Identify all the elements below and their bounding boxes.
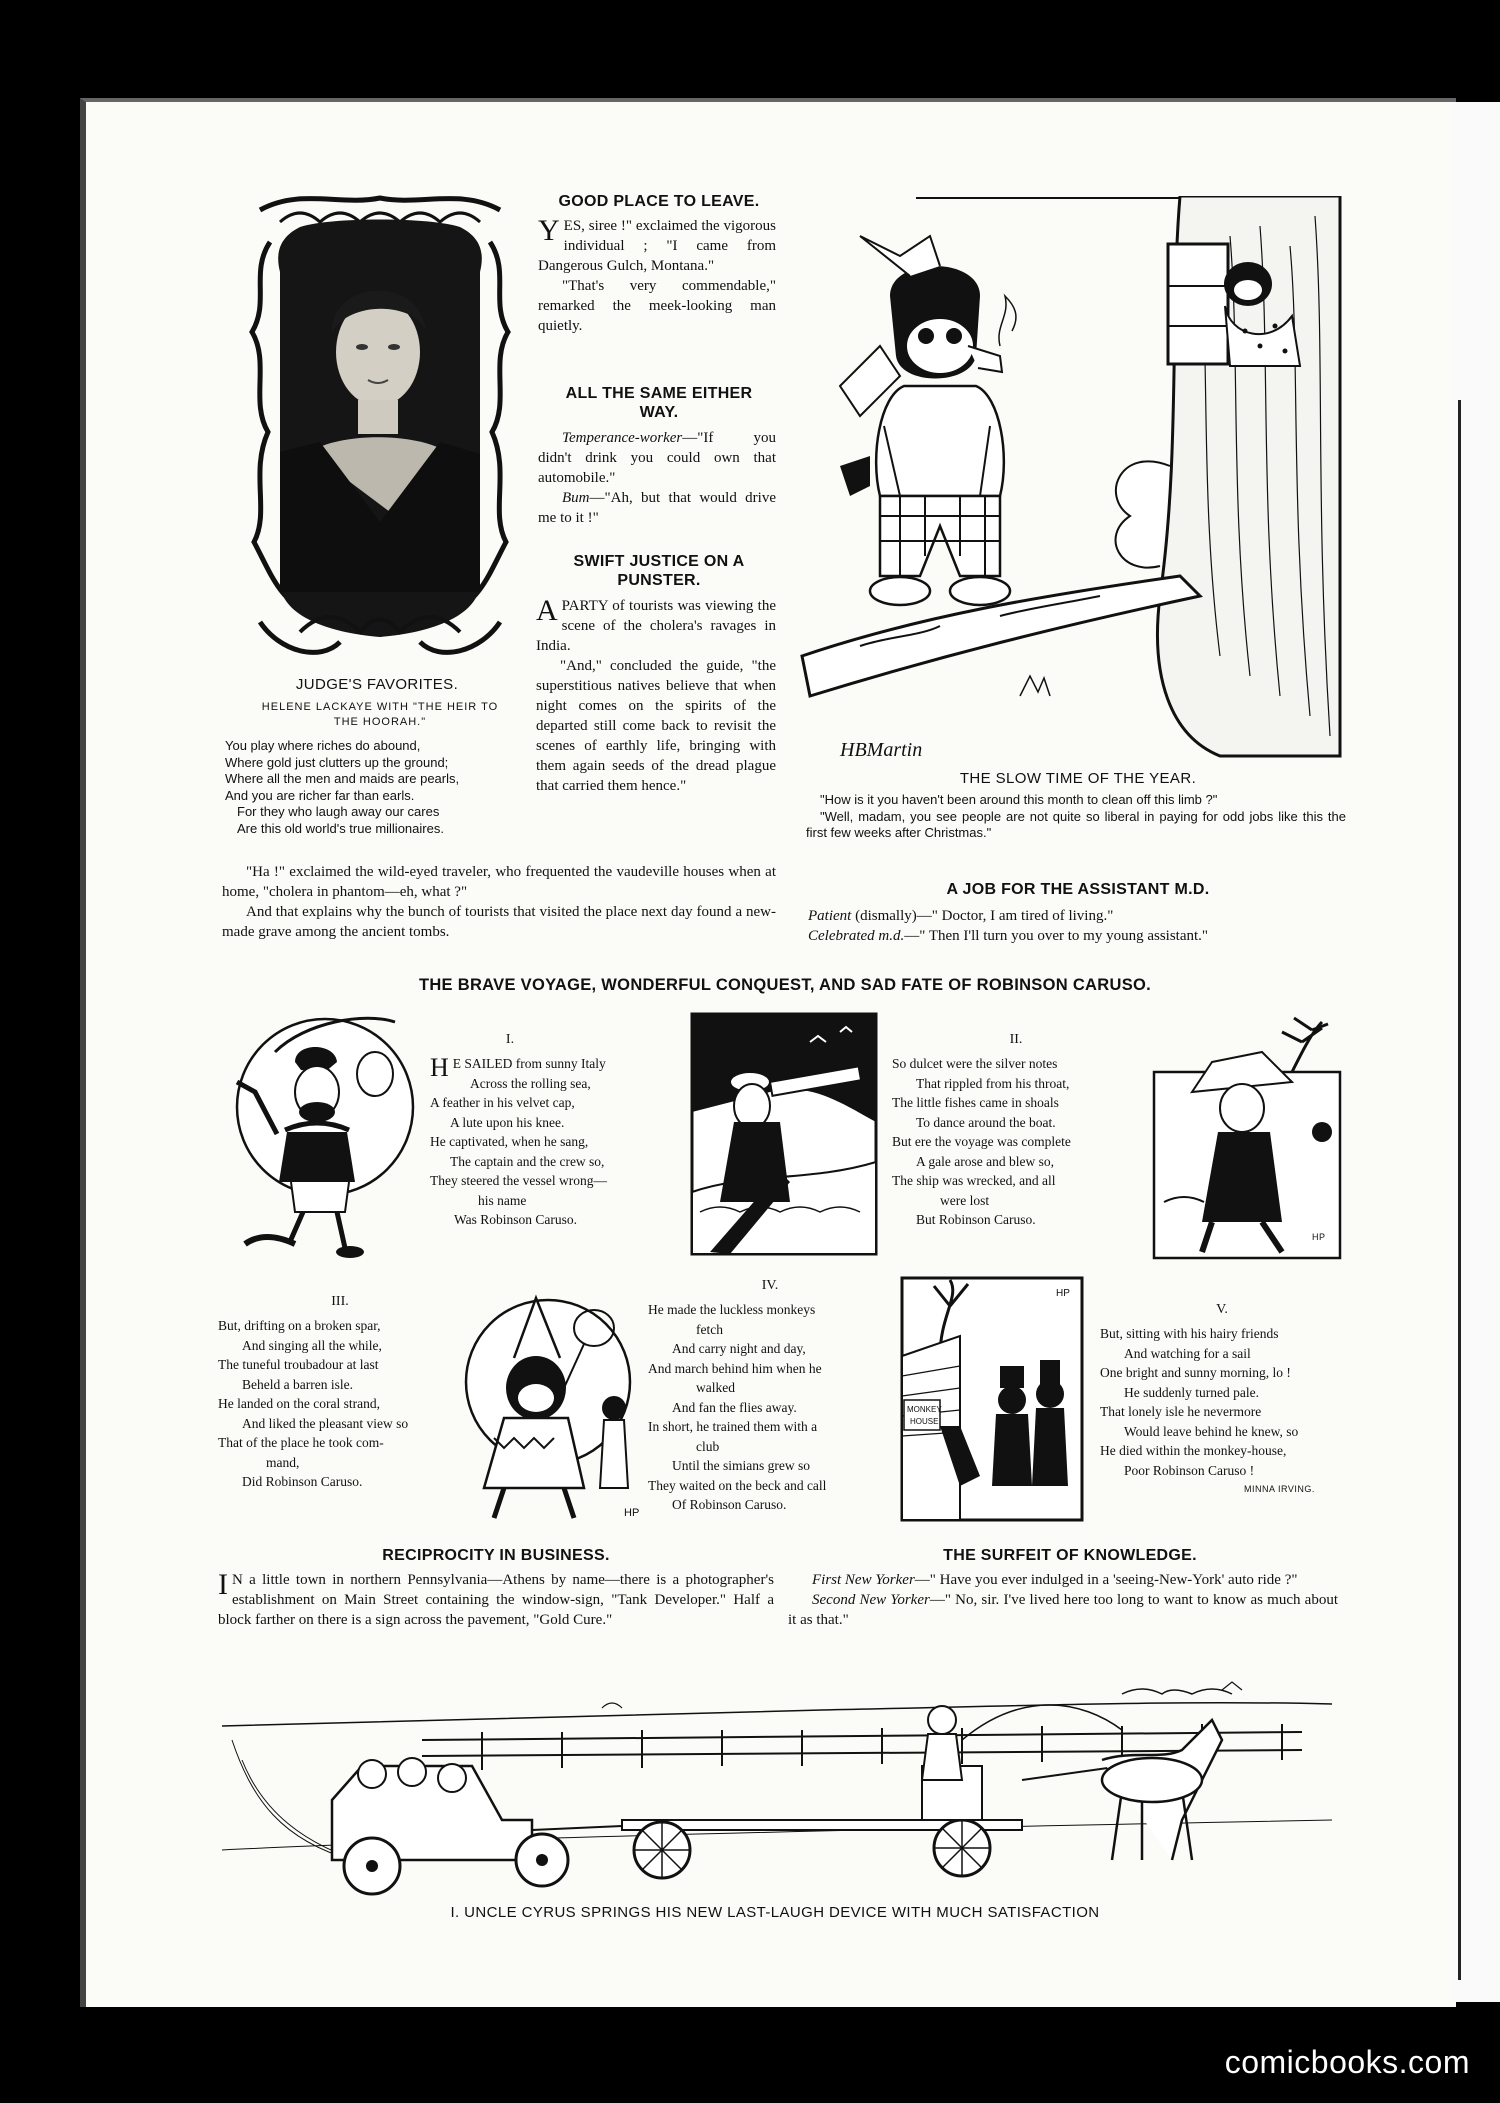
verse-line: Would leave behind he knew, so	[1124, 1423, 1299, 1439]
verse-line: his name	[478, 1192, 527, 1208]
monkey-house-sign: HOUSE	[910, 1417, 939, 1426]
speaker: Celebrated m.d.	[808, 928, 905, 944]
verse-numeral: IV.	[761, 1278, 779, 1293]
dialogue: —" Then I'll turn you over to my young assistant."	[904, 928, 1209, 944]
poem-line: Are this old world's true millionaires.	[237, 820, 444, 836]
verse-line: But ere the voyage was complete	[892, 1134, 1071, 1149]
monkey-house-sign: MONKEY	[907, 1405, 942, 1414]
reciprocity-heading: RECIPROCITY IN BUSINESS.	[382, 1547, 610, 1564]
swift-justice-p4: And that explains why the bunch of tourists that visited the place next day found a new-made grave among the ancient tombs.	[222, 904, 776, 940]
job-assistant-article	[808, 906, 1352, 946]
swift-justice-heading-line-2: PUNSTER.	[617, 572, 701, 589]
good-place-p2: "That's very commendable," remarked the meek-looking man quietly.	[538, 278, 776, 334]
speaker: Temperance-worker	[562, 430, 683, 446]
verse-line: That lonely isle he nevermore	[1100, 1404, 1262, 1419]
caruso-verse-3	[218, 1316, 468, 1492]
verse-line: Of Robinson Caruso.	[672, 1497, 787, 1512]
artist-initials: HP	[1056, 1288, 1070, 1299]
facing-page-rule	[1458, 400, 1461, 1980]
drop-cap: Y	[538, 214, 560, 247]
verse-line: In short, he trained them with a	[648, 1419, 818, 1434]
verse-line: Until the simians grew so	[672, 1458, 810, 1473]
good-place-p1: ES, siree !" exclaimed the vigorous individual ; "I came from Dangerous Gulch, Montana."	[538, 218, 776, 274]
dialogue: —"Ah, but that would drive me to it !"	[538, 490, 776, 526]
verse-numeral: V.	[1216, 1302, 1228, 1317]
verse-line: That of the place he took com-	[218, 1435, 384, 1450]
artist-signature: HBMartin	[840, 739, 923, 761]
verse-line: mand,	[266, 1454, 300, 1470]
same-either-article	[538, 428, 776, 528]
drop-cap: I	[218, 1568, 228, 1601]
verse-line: fetch	[696, 1321, 723, 1337]
dialogue-line	[808, 926, 1352, 946]
slow-time-cartoon	[800, 196, 1346, 766]
verse-line: One bright and sunny morning, lo !	[1100, 1365, 1291, 1380]
swift-justice-p3: "Ha !" exclaimed the wild-eyed traveler, who frequented the vaudeville houses when at home, "cholera in phantom—eh, what ?"	[222, 864, 776, 900]
portrait-poem	[225, 738, 525, 837]
verse-line: The little fishes came in shoals	[892, 1095, 1059, 1110]
caruso-verse-1	[430, 1054, 670, 1230]
verse-line: Beheld a barren isle.	[242, 1376, 353, 1392]
verse-line: A gale arose and blew so,	[916, 1153, 1054, 1169]
verse-line: He died within the monkey-house,	[1100, 1443, 1287, 1458]
verse-numeral: I.	[505, 1032, 515, 1047]
verse-line: So dulcet were the silver notes	[892, 1056, 1058, 1071]
verse-line: And fan the flies away.	[672, 1399, 797, 1415]
poem-line: For they who laugh away our cares	[237, 804, 440, 819]
dialogue-line	[808, 906, 1352, 926]
portrait-subtitle-line-1: HELENE LACKAYE WITH "THE HEIR TO	[261, 701, 499, 713]
verse-line: He made the luckless monkeys	[648, 1302, 816, 1317]
dialogue: —" No, sir. I've lived here too long to want to know as much about it as that."	[788, 1592, 1338, 1628]
same-either-heading-line-2: WAY.	[639, 404, 679, 421]
swift-justice-article	[536, 596, 776, 796]
caruso-verse-5	[1100, 1324, 1350, 1480]
swift-justice-p2: "And," concluded the guide, "the superstitious natives believe that when night comes on the spirits of the departed still come back to revisit the scenes of earthly life, bringing with them again seeds of the dread plague that carried them hence."	[536, 658, 776, 794]
verse-line: walked	[696, 1380, 735, 1395]
verse-line: Across the rolling sea,	[470, 1075, 591, 1091]
drop-cap: A	[536, 594, 558, 627]
verse-line: club	[696, 1438, 720, 1454]
caruso-illustration-1	[225, 1012, 415, 1260]
dialogue-line: "Well, madam, you see people are not quite so liberal in paying for odd jobs like this the first few weeks after Christmas."	[806, 808, 1346, 840]
verse-numeral: III.	[331, 1294, 349, 1309]
poem-line: Where all the men and maids are pearls,	[225, 771, 460, 786]
poem-author-credit: MINNA IRVING.	[1244, 1484, 1315, 1494]
poem-line: Where gold just clutters up the ground;	[225, 754, 449, 770]
bottom-caption: I. UNCLE CYRUS SPRINGS HIS NEW LAST-LAUGH DEVICE WITH MUCH SATISFACTION	[450, 1904, 1100, 1921]
swift-justice-heading-line-1: SWIFT JUSTICE ON A	[573, 553, 745, 570]
verse-line: Was Robinson Caruso.	[454, 1212, 578, 1227]
verse-line: The ship was wrecked, and all	[892, 1173, 1056, 1188]
verse-line: And liked the pleasant view so	[242, 1415, 409, 1431]
good-place-article	[538, 216, 776, 336]
verse-line: He captivated, when he sang,	[430, 1134, 589, 1149]
verse-line: And watching for a sail	[1124, 1345, 1251, 1361]
caruso-illustration-2	[690, 1012, 878, 1256]
verse-line: And march behind him when he	[648, 1360, 822, 1376]
good-place-heading: GOOD PLACE TO LEAVE.	[558, 193, 760, 210]
caruso-illustration-4	[464, 1288, 650, 1524]
dialogue: —" Have you ever indulged in a 'seeing-New-York' auto ride ?"	[914, 1572, 1298, 1588]
surfeit-article	[788, 1570, 1338, 1630]
job-assistant-heading: A JOB FOR THE ASSISTANT M.D.	[946, 881, 1210, 898]
verse-line: To dance around the boat.	[916, 1114, 1056, 1130]
artist-initials: HP	[624, 1507, 640, 1519]
verse-line: They steered the vessel wrong—	[430, 1173, 607, 1188]
verse-numeral: II.	[1009, 1032, 1023, 1047]
swift-justice-heading	[538, 552, 780, 590]
artist-initials: HP	[1312, 1232, 1326, 1242]
verse-line: E SAILED from sunny Italy	[452, 1056, 606, 1071]
portrait-subtitle	[240, 700, 520, 730]
portrait-title: JUDGE'S FAVORITES.	[295, 676, 459, 693]
verse-line: But Robinson Caruso.	[916, 1212, 1036, 1227]
verse-line: He landed on the coral strand,	[218, 1396, 380, 1411]
same-either-heading	[538, 384, 780, 422]
speaker: Bum	[562, 490, 590, 506]
portrait-subtitle-line-2: THE HOORAH."	[333, 716, 427, 728]
caruso-illustration-5	[900, 1276, 1084, 1522]
verse-line: Poor Robinson Caruso !	[1124, 1462, 1255, 1478]
same-either-heading-line-1: ALL THE SAME EITHER	[565, 385, 753, 402]
verse-line: The captain and the crew so,	[450, 1153, 605, 1169]
caruso-heading: THE BRAVE VOYAGE, WONDERFUL CONQUEST, AND SAD FATE OF ROBINSON CARUSO.	[418, 976, 1152, 994]
drop-cap: H	[430, 1053, 449, 1082]
caruso-illustration-3	[1152, 1012, 1342, 1260]
reciprocity-article	[218, 1570, 774, 1630]
slow-time-heading: THE SLOW TIME OF THE YEAR.	[959, 770, 1197, 787]
verse-line: But, sitting with his hairy friends	[1100, 1326, 1279, 1341]
dialogue-line: "How is it you haven't been around this month to clean off this limb ?"	[820, 792, 1218, 807]
verse-line: They waited on the beck and call	[648, 1477, 827, 1493]
speaker: First New Yorker	[812, 1572, 915, 1588]
poem-line: You play where riches do abound,	[225, 738, 421, 753]
verse-line: were lost	[940, 1192, 990, 1208]
reciprocity-text: N a little town in northern Pennsylvania—Athens by name—there is a photographer's establishment on Main Street containing the window-sign, "Tank Developer." Half a block farther on there is a sign across the pavement, "Gold Cure."	[218, 1572, 774, 1628]
uncle-cyrus-cartoon	[222, 1670, 1332, 1902]
swift-justice-continued	[222, 862, 776, 942]
speaker: Patient	[808, 908, 852, 924]
verse-line: That rippled from his throat,	[916, 1075, 1070, 1091]
poem-line: And you are richer far than earls.	[225, 787, 415, 803]
swift-justice-p1: PARTY of tourists was viewing the scene of the cholera's ravages in India.	[536, 598, 776, 654]
speaker: Second New Yorker	[812, 1592, 930, 1608]
verse-line: A lute upon his knee.	[450, 1114, 565, 1130]
comicbooks-watermark: comicbooks.com	[1224, 2044, 1470, 2080]
verse-line: Did Robinson Caruso.	[242, 1474, 363, 1489]
verse-line: And carry night and day,	[672, 1341, 806, 1356]
caruso-verse-4	[648, 1300, 898, 1515]
surfeit-heading: THE SURFEIT OF KNOWLEDGE.	[943, 1547, 1197, 1564]
dialogue: —"If you didn't drink you could own that automobile."	[538, 430, 776, 486]
verse-line: The tuneful troubadour at last	[218, 1357, 379, 1372]
verse-line: And singing all the while,	[242, 1337, 382, 1353]
slow-time-dialogue	[806, 792, 1346, 842]
dialogue: (dismally)—" Doctor, I am tired of living."	[851, 908, 1114, 924]
verse-line: He suddenly turned pale.	[1124, 1384, 1259, 1400]
verse-line: A feather in his velvet cap,	[430, 1095, 575, 1110]
verse-line: But, drifting on a broken spar,	[218, 1318, 381, 1333]
caruso-verse-2	[892, 1054, 1142, 1230]
portrait-frame	[240, 192, 520, 672]
